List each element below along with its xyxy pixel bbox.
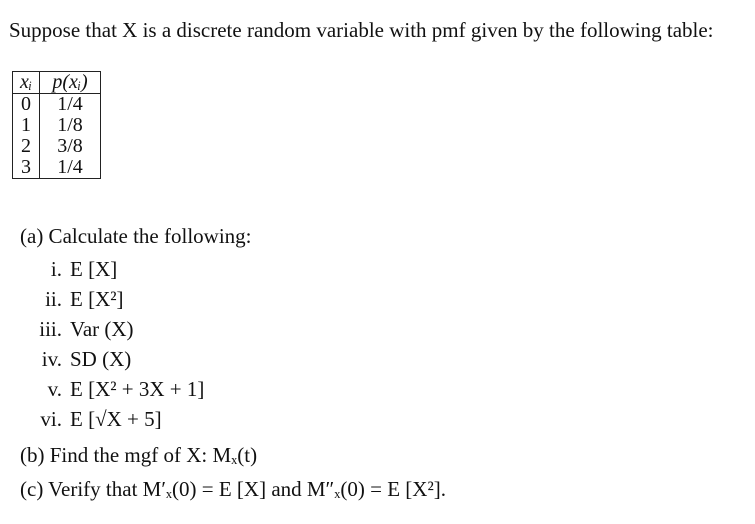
cell-x: 0 xyxy=(13,94,40,116)
table-row xyxy=(13,115,101,136)
header-xi: xᵢ xyxy=(13,72,40,94)
item-number: iv. xyxy=(41,347,62,371)
part-a-item-4 xyxy=(28,347,131,372)
cell-x: 1 xyxy=(13,115,40,136)
item-number: vi. xyxy=(40,407,62,431)
part-a-item-5 xyxy=(28,377,204,402)
table-header-row xyxy=(13,72,101,94)
item-expression: E [√X + 5] xyxy=(70,407,162,431)
item-expression: E [X²] xyxy=(70,287,124,311)
part-a-label: (a) Calculate the following: xyxy=(20,224,252,248)
cell-p: 1/4 xyxy=(40,157,101,179)
pmf-table xyxy=(12,71,101,179)
cell-p: 1/4 xyxy=(40,94,101,116)
item-number: v. xyxy=(47,377,62,401)
table-row xyxy=(13,157,101,179)
part-a-item-2 xyxy=(28,287,124,312)
cell-p: 1/8 xyxy=(40,115,101,136)
problem-intro: Suppose that X is a discrete random variable with pmf given by the following table: xyxy=(9,18,714,42)
cell-x: 2 xyxy=(13,136,40,157)
item-expression: Var (X) xyxy=(70,317,134,341)
header-pxi: p(xᵢ) xyxy=(40,72,101,94)
cell-p: 3/8 xyxy=(40,136,101,157)
part-a-item-6 xyxy=(28,407,162,432)
part-c-text: (c) Verify that M′ₓ(0) = E [X] and M″ₓ(0) = E [X²]. xyxy=(20,477,446,501)
table-row xyxy=(13,94,101,116)
item-number: ii. xyxy=(45,287,62,311)
item-expression: E [X² + 3X + 1] xyxy=(70,377,205,401)
cell-x: 3 xyxy=(13,157,40,179)
item-expression: E [X] xyxy=(70,257,118,281)
item-expression: SD (X) xyxy=(70,347,132,371)
part-a-item-1 xyxy=(28,257,117,282)
table-row xyxy=(13,136,101,157)
item-number: iii. xyxy=(39,317,62,341)
item-number: i. xyxy=(50,257,62,281)
part-b-text: (b) Find the mgf of X: Mₓ(t) xyxy=(20,443,258,467)
part-a-item-3 xyxy=(28,317,134,342)
